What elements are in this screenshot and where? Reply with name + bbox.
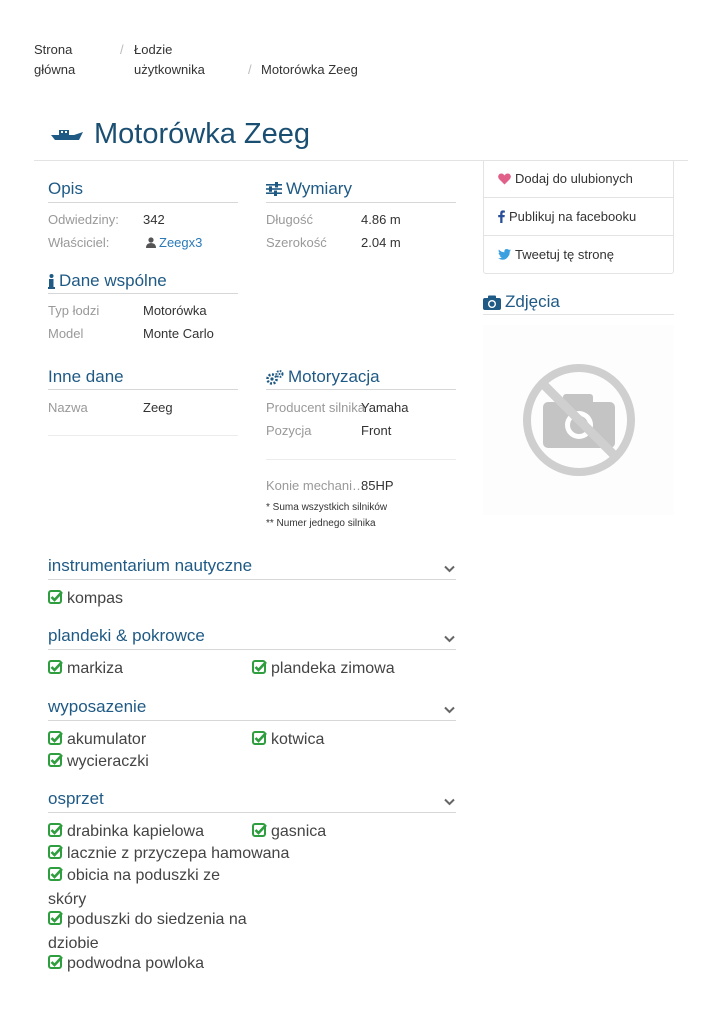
feature-section-heading[interactable]: instrumentarium nautyczne — [48, 556, 253, 575]
value-length: 4.86 m — [361, 212, 401, 227]
feature-section-heading[interactable]: wyposazenie — [48, 697, 147, 716]
add-favorite-button[interactable] — [484, 160, 673, 197]
user-icon — [146, 237, 156, 248]
owner-link[interactable] — [146, 231, 202, 254]
label-engine-maker: Producent silnika — [266, 400, 365, 415]
breadcrumb-user-boats-link[interactable]: Łodzie użytkownika — [134, 42, 205, 77]
chevron-down-icon[interactable] — [444, 560, 455, 578]
section-dane-heading — [48, 271, 167, 291]
section-motor-title: Motoryzacja — [288, 367, 380, 386]
feature-section-heading[interactable]: plandeki & pokrowce — [48, 626, 205, 645]
boat-icon — [50, 126, 84, 144]
feature-label: wycieraczki — [67, 753, 149, 770]
check-square-icon — [252, 660, 267, 682]
sliders-icon — [266, 182, 282, 196]
feature-item — [48, 843, 289, 867]
label-horsepower: Konie mechani… — [266, 478, 365, 493]
divider — [48, 435, 238, 436]
section-motor-heading — [266, 367, 380, 387]
camera-icon — [483, 295, 501, 310]
check-square-icon — [252, 823, 267, 845]
tweet-label: Tweetuj tę stronę — [515, 246, 614, 262]
feature-item — [48, 751, 149, 775]
check-square-icon — [48, 731, 63, 753]
owner-name[interactable]: Zeegx3 — [159, 235, 203, 250]
divider — [266, 459, 456, 460]
cogs-icon — [266, 370, 284, 385]
value-horsepower: 85HP — [361, 478, 394, 493]
feature-item — [48, 658, 123, 682]
feature-label: kotwica — [271, 731, 325, 748]
label-boat-type: Typ łodzi — [48, 303, 100, 318]
share-facebook-button[interactable] — [484, 197, 673, 234]
label-length: Długość — [266, 212, 313, 227]
check-square-icon — [48, 955, 63, 977]
label-position: Pozycja — [266, 423, 312, 438]
label-width: Szerokość — [266, 235, 327, 250]
feature-item — [252, 658, 395, 682]
feature-item — [252, 729, 324, 753]
value-engine-maker: Yamaha — [361, 400, 409, 415]
section-inne-heading: Inne dane — [48, 367, 124, 386]
divider — [48, 389, 238, 390]
feature-item — [48, 953, 204, 977]
value-boat-type: Motorówka — [143, 303, 207, 318]
check-square-icon — [48, 911, 63, 933]
check-square-icon — [48, 590, 63, 612]
feature-item — [48, 865, 248, 911]
share-actions — [483, 160, 674, 274]
breadcrumb-separator: / — [248, 62, 252, 77]
label-owner: Właściciel: — [48, 235, 110, 250]
value-position: Front — [361, 423, 392, 438]
feature-label: podwodna powloka — [67, 955, 204, 972]
section-photos-heading — [483, 292, 560, 312]
divider — [48, 202, 238, 203]
info-icon — [48, 274, 55, 289]
label-name: Nazwa — [48, 400, 88, 415]
feature-label: kompas — [67, 590, 124, 607]
feature-label: plandeka zimowa — [271, 660, 395, 677]
photo-gallery[interactable] — [483, 325, 674, 515]
chevron-down-icon[interactable] — [444, 793, 455, 811]
breadcrumb-current: Motorówka Zeeg — [261, 62, 358, 77]
breadcrumb-home-link[interactable]: Strona główna — [34, 42, 76, 77]
tweet-button[interactable] — [484, 235, 673, 272]
share-facebook-label: Publikuj na facebooku — [509, 208, 637, 224]
value-name: Zeeg — [143, 400, 173, 415]
feature-item — [48, 729, 146, 753]
no-photo-icon — [521, 362, 637, 478]
check-square-icon — [48, 660, 63, 682]
divider — [266, 202, 456, 203]
section-dane-title: Dane wspólne — [59, 271, 167, 290]
feature-item — [48, 588, 123, 612]
feature-label: gasnica — [271, 823, 327, 840]
check-square-icon — [48, 753, 63, 775]
section-opis-heading: Opis — [48, 179, 83, 198]
feature-label: drabinka kapielowa — [67, 823, 204, 840]
section-wymiary-heading — [266, 179, 352, 199]
divider — [48, 812, 456, 813]
feature-item — [48, 821, 204, 845]
divider — [266, 389, 456, 390]
add-favorite-label: Dodaj do ulubionych — [515, 171, 633, 186]
value-visits: 342 — [143, 212, 165, 227]
feature-label: markiza — [67, 660, 124, 677]
label-model: Model — [48, 326, 84, 341]
facebook-icon — [498, 210, 505, 223]
divider — [48, 720, 456, 721]
divider — [48, 293, 238, 294]
divider — [48, 649, 456, 650]
value-model: Monte Carlo — [143, 326, 214, 341]
twitter-icon — [498, 249, 511, 260]
divider — [48, 579, 456, 580]
chevron-down-icon[interactable] — [444, 630, 455, 648]
section-photos-title: Zdjęcia — [505, 292, 560, 311]
feature-section-heading[interactable]: osprzet — [48, 789, 104, 808]
feature-label: lacznie z przyczepa hamowana — [67, 845, 290, 862]
check-square-icon — [48, 867, 63, 889]
breadcrumb-separator: / — [120, 42, 124, 57]
feature-label: akumulator — [67, 731, 147, 748]
feature-item — [48, 909, 248, 955]
chevron-down-icon[interactable] — [444, 701, 455, 719]
value-width: 2.04 m — [361, 235, 401, 250]
feature-label: obicia na poduszki ze skóry — [48, 867, 220, 908]
label-visits: Odwiedziny: — [48, 212, 119, 227]
check-square-icon — [48, 845, 63, 867]
page-header — [50, 118, 310, 151]
footnote-number: ** Numer jednego silnika — [266, 518, 376, 529]
check-square-icon — [252, 731, 267, 753]
footnote-sum: * Suma wszystkich silników — [266, 502, 388, 513]
feature-label: poduszki do siedzenia na dziobie — [48, 911, 247, 952]
section-wymiary-title: Wymiary — [286, 179, 352, 198]
page-title: Motorówka Zeeg — [94, 118, 310, 150]
heart-icon — [498, 173, 511, 185]
divider — [483, 314, 674, 315]
check-square-icon — [48, 823, 63, 845]
feature-item — [252, 821, 326, 845]
